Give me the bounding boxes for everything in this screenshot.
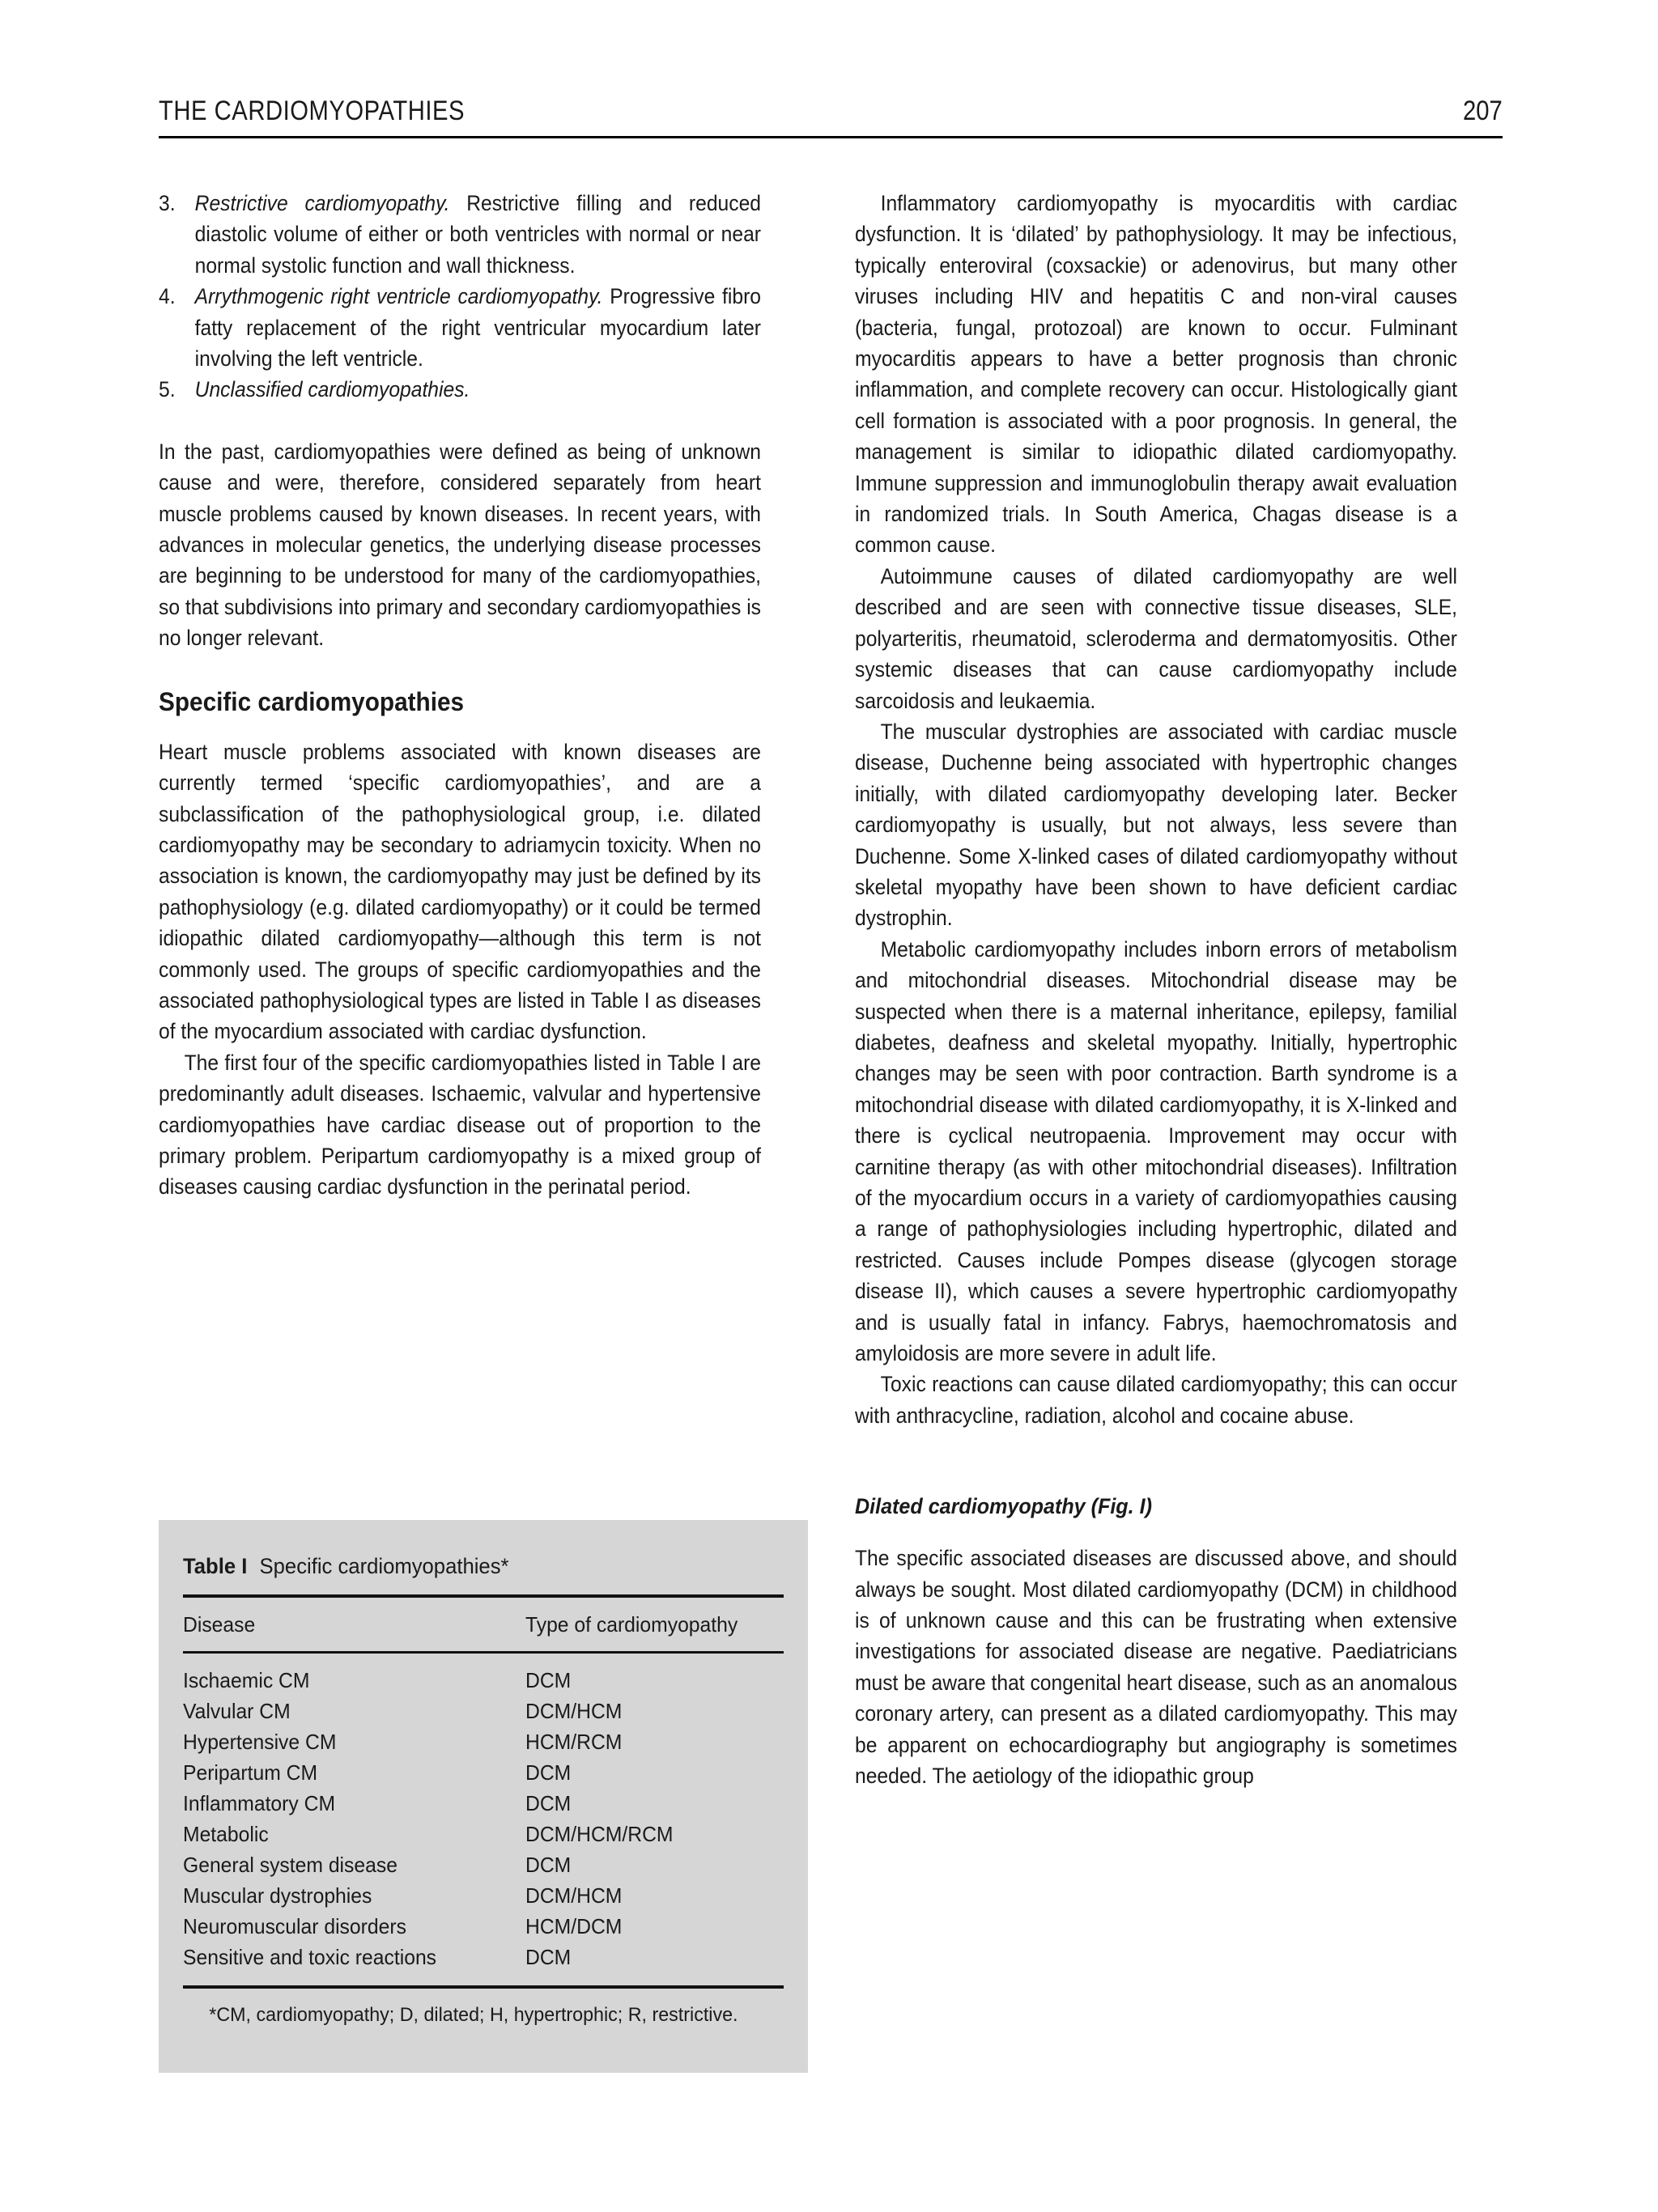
table-grid	[183, 1598, 784, 1651]
column-header-type: Type of cardiomyopathy	[525, 1612, 738, 1637]
left-column	[159, 188, 806, 1203]
list-item	[159, 281, 761, 374]
cell-type: DCM	[525, 1791, 572, 1815]
table-row	[183, 1972, 784, 1985]
table-row	[183, 1654, 784, 1665]
list-item-text: Restrictive filling and reduced diastolic volume of either or both ventricles with normal or near normal systolic function and wall thickness.	[194, 191, 761, 278]
table-caption	[183, 1552, 754, 1580]
cell-type: DCM	[525, 1945, 572, 1969]
header-rule	[159, 136, 1503, 138]
cell-type: DCM/HCM/RCM	[525, 1822, 674, 1846]
table-row	[183, 1665, 784, 1696]
subheading-dilated-cardiomyopathy: Dilated cardiomyopathy (Fig. I)	[855, 1494, 1152, 1519]
list-item-text: Progressive fibro fatty replacement of the right ventricular myocardium later involving the left ventricle.	[194, 284, 761, 371]
list-item-number: 3.	[159, 191, 176, 215]
column-header-disease: Disease	[183, 1612, 256, 1637]
list-item-number: 4.	[159, 284, 176, 309]
classification-list	[159, 188, 806, 405]
list-item-term: Arrythmogenic right ventricle cardiomyopathy.	[194, 284, 603, 309]
paragraph-toxic-reactions: Toxic reactions can cause dilated cardiomyopathy; this can occur with anthracycline, radiation, alcohol and cocaine abuse.	[855, 1372, 1457, 1428]
paragraph-inflammatory: Inflammatory cardiomyopathy is myocarditis with cardiac dysfunction. It is ‘dilated’ by pathophysiology. It may be infectious, typically enteroviral (coxsackie) or adenovirus, but many other viruses including HIV and hepatitis C and non-viral causes (bacteria, fungal, protozoal) are known to occur. Fulminant myocarditis appears to have a better prognosis than chronic inflammation, and complete recovery can occur. Histologically giant cell formation is associated with a poor prognosis. In general, the management is similar to idiopathic dilated cardiomyopathy. Immune suppression and immunoglobulin therapy await evaluation in randomized trials. In South America, Chagas disease is a common cause.	[855, 191, 1457, 558]
table-specific-cardiomyopathies	[159, 1520, 808, 2073]
list-item	[159, 374, 761, 405]
table-footnote: *CM, cardiomyopathy; D, dilated; H, hypertrophic; R, restrictive.	[209, 2004, 738, 2026]
running-head	[159, 96, 1503, 127]
list-item-term: Unclassified cardiomyopathies.	[194, 377, 470, 402]
paragraph-dcm: The specific associated diseases are discussed above, and should always be sought. Most dilated cardiomyopathy (DCM) in childhood is of unknown cause and this can be frustrating when extensive investigations for associated disease are negative. Paediatricians must be aware that congenital heart disease, such as an anomalous coronary artery, can present as a dilated cardiomyopathy. This may be apparent on echocardiography but angiography is sometimes needed. The aetiology of the idiopathic group	[855, 1546, 1457, 1789]
list-item-number: 5.	[159, 377, 176, 402]
paragraph-first-four: The first four of the specific cardiomyopathies listed in Table I are predominantly adult diseases. Ischaemic, valvular and hypertensive cardiomyopathies have cardiac disease out of proportion to the primary problem. Peripartum cardiomyopathy is a mixed group of diseases causing cardiac dysfunction in the perinatal period.	[159, 1050, 761, 1199]
table-title: Specific cardiomyopathies*	[259, 1554, 509, 1578]
table-body-grid	[183, 1654, 784, 1985]
table-body	[183, 1654, 784, 1985]
list-item	[159, 188, 761, 281]
paragraph-specific-cardiomyopathies: Heart muscle problems associated with known diseases are currently termed ‘specific cardiomyopathies’, and are a subclassification of the pathophysiological group, i.e. dilated cardiomyopathy may be secondary to adriamycin toxicity. When no association is known, the cardiomyopathy may just be defined by its pathophysiology (e.g. dilated cardiomyopathy) or it could be termed idiopathic dilated cardiomyopathy—although this term is not commonly used. The groups of specific cardiomyopathies and the associated pathophysiological types are listed in Table I as diseases of the myocardium associated with cardiac dysfunction.	[159, 739, 761, 1044]
cell-disease: Inflammatory CM	[183, 1791, 336, 1815]
right-column	[855, 188, 1503, 1792]
cell-disease: Muscular dystrophies	[183, 1883, 372, 1908]
table-head	[183, 1598, 784, 1651]
cell-type: HCM/RCM	[525, 1730, 623, 1754]
table-row	[183, 1696, 784, 1726]
cell-type: DCM/HCM	[525, 1699, 623, 1723]
cell-disease: Hypertensive CM	[183, 1730, 337, 1754]
cell-disease: Ischaemic CM	[183, 1668, 310, 1692]
cell-disease: Neuromuscular disorders	[183, 1914, 406, 1938]
table-row	[183, 1726, 784, 1757]
paragraph-spacer	[159, 405, 806, 436]
cell-disease: Valvular CM	[183, 1699, 291, 1723]
paragraph-autoimmune: Autoimmune causes of dilated cardiomyopathy are well described and are seen with connective tissue diseases, SLE, polyarteritis, rheumatoid, scleroderma and dermatomyositis. Other systemic diseases that can cause cardiomyopathy include sarcoidosis and leukaemia.	[855, 563, 1457, 713]
cell-disease: General system disease	[183, 1853, 397, 1877]
cell-disease: Sensitive and toxic reactions	[183, 1945, 437, 1969]
table-row	[183, 1788, 784, 1819]
cell-type: DCM	[525, 1853, 572, 1877]
table-row	[183, 1911, 784, 1942]
cell-type: DCM	[525, 1668, 572, 1692]
cell-disease: Metabolic	[183, 1822, 269, 1846]
table-header-row	[183, 1598, 784, 1651]
table-row	[183, 1819, 784, 1849]
cell-disease: Peripartum CM	[183, 1760, 318, 1785]
paragraph-past-definition: In the past, cardiomyopathies were defined as being of unknown cause and were, therefore, considered separately from heart muscle problems caused by known diseases. In recent years, with advances in molecular genetics, the underlying disease processes are beginning to be understood for many of the cardiomyopathies, so that subdivisions into primary and secondary cardiomyopathies is no longer relevant.	[159, 439, 761, 651]
table-label: Table I	[183, 1554, 248, 1578]
table-row	[183, 1849, 784, 1880]
paragraph-muscular-dystrophies: The muscular dystrophies are associated with cardiac muscle disease, Duchenne being associated with hypertrophic changes initially, with dilated cardiomyopathy developing later. Becker cardiomyopathy is usually, but not always, less severe than Duchenne. Some X-linked cases of dilated cardiomyopathy without skeletal myopathy have been shown to have deficient cardiac dystrophin.	[855, 719, 1457, 931]
running-head-title: THE CARDIOMYOPATHIES	[159, 96, 466, 126]
paragraph-metabolic: Metabolic cardiomyopathy includes inborn errors of metabolism and mitochondrial diseases. Mitochondrial disease may be suspected when there is a maternal inheritance, epilepsy, familial diabetes, deafness and skeletal myopathy. Initially, hypertrophic changes may be seen with poor contraction. Barth syndrome is a mitochondrial disease with dilated cardiomyopathy, it is X-linked and there is cyclical neutropaenia. Improvement may occur with carnitine therapy (as with other mitochondrial diseases). Infiltration of the myocardium occurs in a variety of cardiomyopathies causing a range of pathophysiologies including hypertrophic, dilated and restricted. Causes include Pompes disease (glycogen storage disease II), which causes a severe hypertrophic cardiomyopathy and is usually fatal in infancy. Fabrys, haemochromatosis and amyloidosis are more severe in adult life.	[855, 936, 1457, 1366]
table-row	[183, 1942, 784, 1972]
table-row	[183, 1880, 784, 1911]
table-row	[183, 1757, 784, 1788]
cell-type: DCM	[525, 1760, 572, 1785]
page-number: 207	[1463, 96, 1503, 126]
cell-type: HCM/DCM	[525, 1914, 623, 1938]
section-heading-specific-cardiomyopathies: Specific cardiomyopathies	[159, 686, 465, 716]
cell-type: DCM/HCM	[525, 1883, 623, 1908]
list-item-term: Restrictive cardiomyopathy.	[194, 191, 450, 215]
